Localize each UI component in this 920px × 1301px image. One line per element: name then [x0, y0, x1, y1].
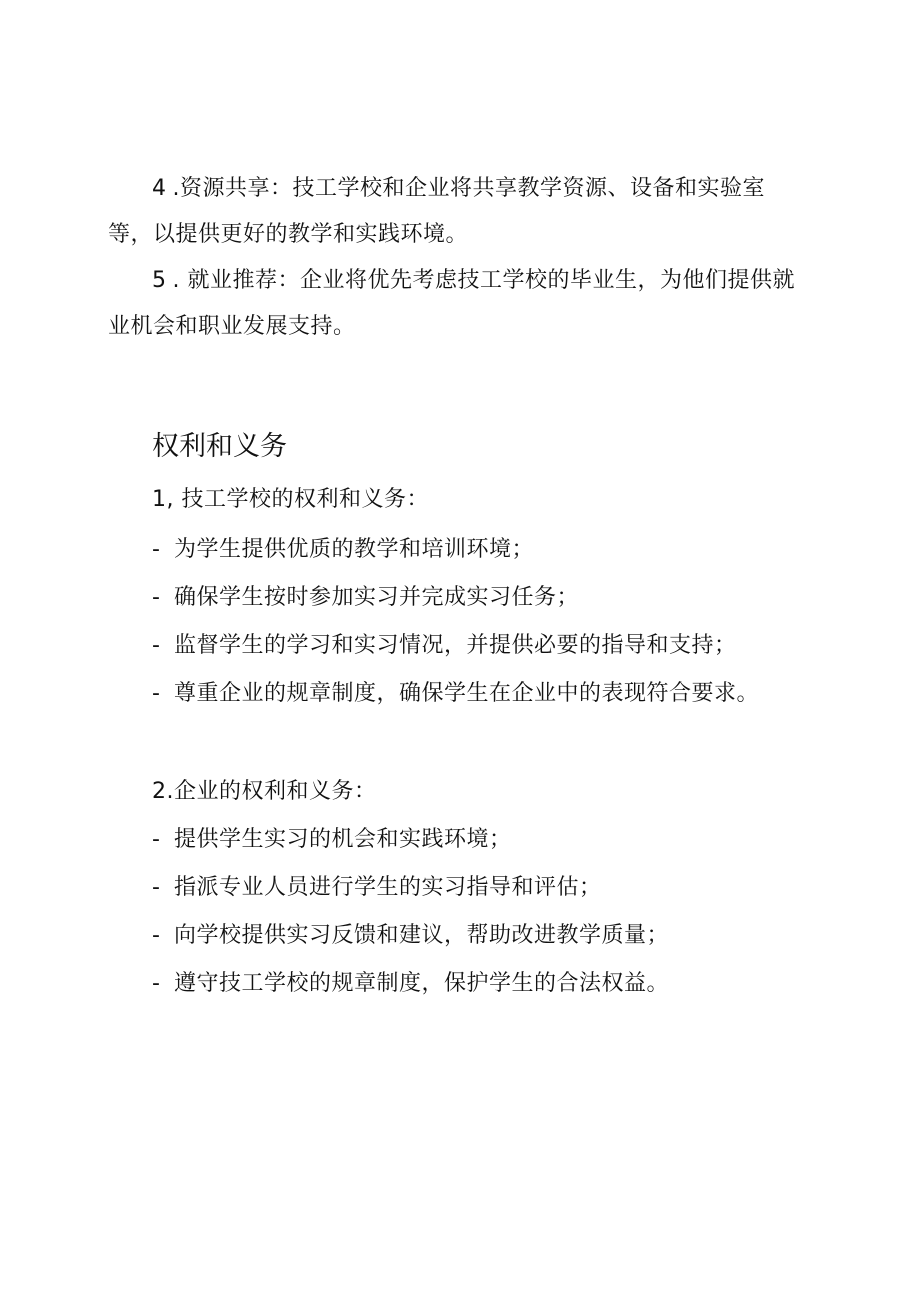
item-text: .资源共享：技工学校和企业将共享教学资源、设备和实验室等，以提供更好的教学和实践环境。: [108, 176, 765, 247]
item-number: 4: [152, 176, 167, 201]
bullet-text: 遵守技工学校的规章制度，保护学生的合法权益。: [174, 971, 670, 996]
bullet-dash: -: [152, 971, 161, 996]
bullet-dash: -: [152, 827, 161, 852]
bullet-item: [152, 532, 534, 563]
bullet-item: [152, 628, 737, 659]
bullet-text: 向学校提供实习反馈和建议，帮助改进教学质量；: [174, 923, 670, 948]
bullet-item: [152, 966, 669, 997]
item-text: . 就业推荐：企业将优先考虑技工学校的毕业生，为他们提供就业机会和职业发展支持。: [108, 268, 795, 339]
bullet-text: 监督学生的学习和实习情况，并提供必要的指导和支持；: [174, 633, 737, 658]
bullet-text: 指派专业人员进行学生的实习指导和评估；: [174, 875, 602, 900]
bullet-item: [152, 870, 602, 901]
bullet-item: [152, 580, 579, 611]
item-number: 5: [152, 268, 167, 293]
bullet-text: 提供学生实习的机会和实践环境；: [174, 827, 512, 852]
bullet-text: 确保学生按时参加实习并完成实习任务；: [174, 585, 580, 610]
section-heading: 权利和义务: [152, 431, 287, 462]
bullet-dash: -: [152, 537, 161, 562]
bullet-item: [152, 676, 759, 707]
group-heading-enterprise: 2.企业的权利和义务：: [152, 779, 377, 804]
list-item-resource-sharing: [108, 166, 798, 258]
bullet-dash: -: [152, 875, 161, 900]
bullet-dash: -: [152, 681, 161, 706]
group-heading-school: 1, 技工学校的权利和义务：: [152, 487, 429, 512]
bullet-text: 为学生提供优质的教学和培训环境；: [174, 537, 535, 562]
list-item-job-recommendation: [108, 258, 798, 350]
bullet-dash: -: [152, 633, 161, 658]
bullet-text: 尊重企业的规章制度，确保学生在企业中的表现符合要求。: [174, 681, 760, 706]
bullet-dash: -: [152, 923, 161, 948]
bullet-item: [152, 822, 512, 853]
bullet-dash: -: [152, 585, 161, 610]
bullet-item: [152, 918, 669, 949]
